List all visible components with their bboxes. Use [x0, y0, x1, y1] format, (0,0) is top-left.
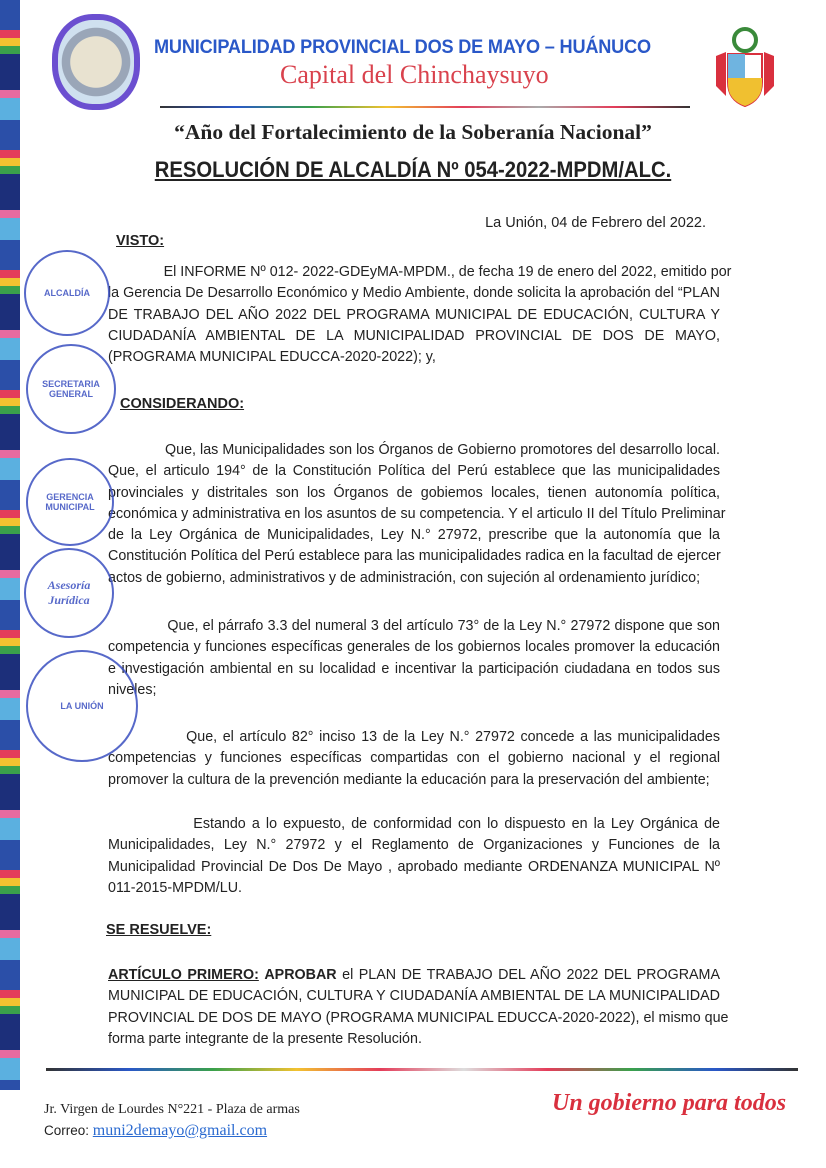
paragraph-line: Estando a lo expuesto, de conformidad con lo dispuesto en la Ley Orgánica de: [108, 816, 720, 832]
paragraph-line: niveles;: [108, 681, 157, 698]
paragraph-line: competencia y funciones específicas generales de los gobiernos locales promover la educación: [108, 639, 720, 656]
paragraph-line: Municipalidad Provincial De Dos De Mayo , aprobado mediante ORDENANZA MUNICIPAL Nº: [108, 858, 720, 875]
email-label: Correo:: [44, 1123, 93, 1138]
section-visto: VISTO:: [116, 233, 165, 249]
article-line: el PLAN DE TRABAJO DEL AÑO 2022 DEL PROGRAMA: [336, 967, 720, 983]
email-link[interactable]: muni2demayo@gmail.com: [92, 1122, 268, 1139]
paragraph-line: Que, las Municipalidades son los Órganos de Gobierno promotores del desarrollo local.: [108, 442, 720, 458]
paragraph-line: e investigación ambiental en su localidad e incentivar la participación ciudadana en todos sus: [108, 660, 720, 677]
institution-name: MUNICIPALIDAD PROVINCIAL DOS DE MAYO – HUÁNUCO: [154, 36, 651, 58]
paragraph-line: Municipalidades, Ley N.° 27972 y el Reglamento de Organizaciones y Funciones de la: [108, 837, 720, 854]
header-divider: [160, 106, 690, 108]
article-line: PROVINCIAL DE DOS DE MAYO (PROGRAMA MUNICIPAL EDUCCA-2020-2022), el mismo que: [108, 1009, 729, 1026]
paragraph-line: provinciales y distritales son los Órganos de gobiemos locales, tienen autonomía política,: [108, 484, 720, 501]
article-verb: APROBAR: [264, 967, 337, 983]
paragraph-line: promover la cultura de la prevención mediante la educación para la preservación del ambiente;: [108, 771, 710, 788]
paragraph-line: CIUDADANÍA AMBIENTAL DE LA MUNICIPALIDAD PROVINCIAL DE DOS DE MAYO,: [108, 327, 720, 344]
paragraph-line: económica y administrativa en los asuntos de su competencia. Y el articulo II del Título Preliminar: [108, 505, 726, 522]
decorative-textile-strip: [0, 0, 20, 1090]
paragraph-considerando-3: [108, 727, 720, 791]
section-considerando: CONSIDERANDO:: [120, 396, 245, 412]
footer-slogan: Un gobierno para todos: [552, 1090, 787, 1116]
paragraph-line: El INFORME Nº 012- 2022-GDEyMA-MPDM., de fecha 19 de enero del 2022, emitido por: [108, 264, 732, 280]
article-primero: [108, 965, 729, 1050]
footer-email: [44, 1122, 267, 1140]
footer-divider: [46, 1068, 798, 1071]
stamp-asesoria-juridica: Asesoría Jurídica: [24, 548, 114, 638]
paragraph-line: DE TRABAJO DEL AÑO 2022 DEL PROGRAMA MUNICIPAL DE EDUCACIÓN, CULTURA Y: [108, 306, 720, 323]
paragraph-considerando-1: [108, 440, 726, 589]
municipal-crest-logo: [52, 14, 140, 110]
paragraph-considerando-2: [108, 616, 720, 701]
article-label: ARTÍCULO PRIMERO:: [108, 967, 259, 983]
article-line: MUNICIPAL DE EDUCACIÓN, CULTURA Y CIUDADANÍA AMBIENTAL DE LA MUNICIPALIDAD: [108, 988, 720, 1005]
resolution-title: RESOLUCIÓN DE ALCALDÍA Nº 054-2022-MPDM/ALC.: [154, 157, 672, 182]
footer-address: Jr. Virgen de Lourdes N°221 - Plaza de armas: [44, 1102, 300, 1117]
paragraph-visto: [108, 262, 732, 368]
stamp-la-union: LA UNIÓN: [26, 650, 138, 762]
paragraph-line: la Gerencia De Desarrollo Económico y Medio Ambiente, donde solicita la aprobación del “PLAN: [108, 285, 720, 302]
paragraph-line: competencias y funciones específicas compartidas con el gobierno nacional y el regional: [108, 750, 720, 767]
stamp-secretaria-general: SECRETARIA GENERAL: [26, 344, 116, 434]
paragraph-considerando-4: [108, 814, 720, 899]
paragraph-line: de la Ley Orgánica de Municipalidades, Ley N.° 27972, prescribe que la autonomía que la: [108, 527, 720, 544]
stamp-gerencia-municipal: GERENCIA MUNICIPAL: [26, 458, 114, 546]
section-se-resuelve: SE RESUELVE:: [106, 922, 212, 938]
peru-coat-of-arms-icon: [712, 26, 778, 114]
paragraph-line: (PROGRAMA MUNICIPAL EDUCCA-2020-2022); y,: [108, 349, 436, 366]
document-date: La Unión, 04 de Febrero del 2022.: [485, 215, 706, 231]
paragraph-line: actos de gobierno, administrativos y de administración, con sujeción al ordenamiento jurídico;: [108, 569, 701, 586]
paragraph-line: Que, el articulo 194° de la Constitución Política del Perú establece que las municipalidades: [108, 463, 720, 480]
institution-subtitle: Capital del Chinchaysuyo: [280, 60, 549, 89]
paragraph-line: Constitución Política del Perú establece para las municipalidades radica en la facultad de ejercer: [108, 548, 721, 565]
paragraph-line: Que, el párrafo 3.3 del numeral 3 del artículo 73° de la Ley N.° 27972 dispone que son: [108, 618, 720, 634]
year-motto: “Año del Fortalecimiento de la Soberanía Nacional”: [174, 120, 652, 144]
article-line: forma parte integrante de la presente Resolución.: [108, 1030, 422, 1047]
paragraph-line: 011-2015-MPDM/LU.: [108, 879, 243, 896]
stamp-alcaldia: ALCALDÍA: [24, 250, 110, 336]
paragraph-line: Que, el artículo 82° inciso 13 de la Ley N.° 27972 concede a las municipalidades: [108, 729, 720, 745]
